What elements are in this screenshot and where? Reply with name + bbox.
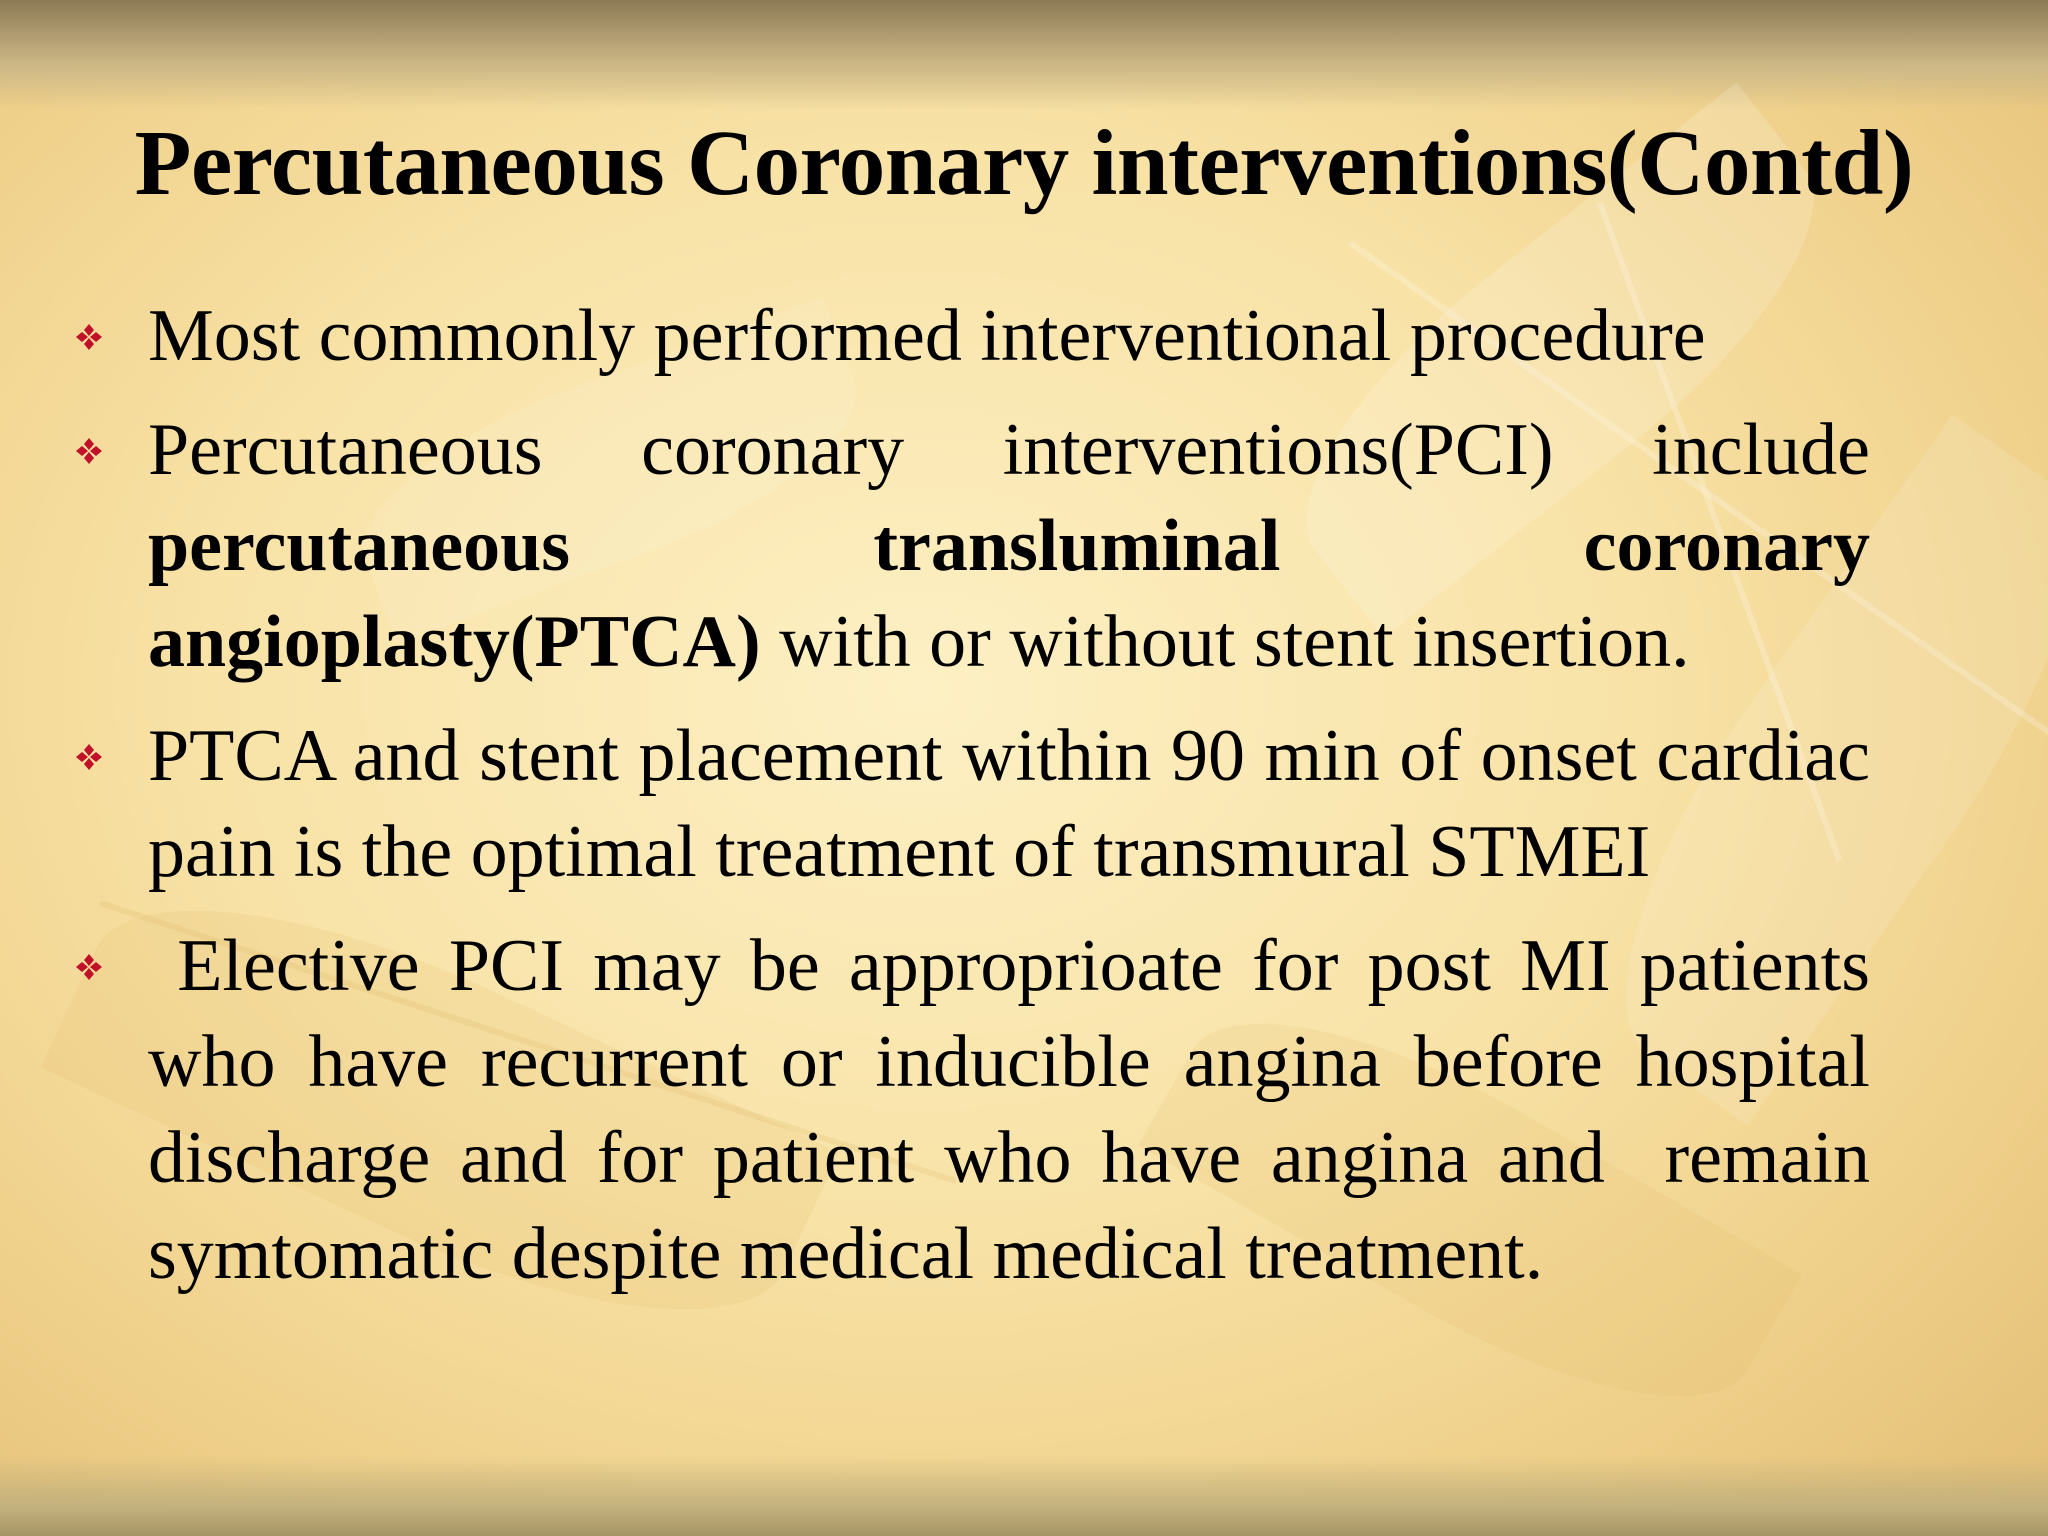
bullet-text-plain: Percutaneous coronary interventions(PCI) include: [148, 409, 1870, 491]
bullet-list: [70, 288, 1889, 1320]
bullet-text-bold: percutaneous transluminal coronary angioplasty(PTCA): [148, 505, 1870, 683]
bullet-item: [70, 288, 1870, 384]
bullet-text: Elective PCI may be approprioate for post MI patients who have recurrent or inducible angina before hospital discharge and for patient who have angina and remain symtomatic despite medical medical treatment.: [148, 925, 1889, 1295]
bullet-text: Most commonly performed interventional procedure: [148, 295, 1706, 377]
bullet-text-plain: with or without stent insertion.: [760, 601, 1690, 683]
bullet-text: PTCA and stent placement within 90 min of onset cardiac pain is the optimal treatment of transmural STMEI: [148, 715, 1870, 893]
four-diamond-bullet-icon: [74, 742, 104, 772]
bullet-item: [70, 918, 1889, 1302]
bullet-item: [70, 708, 1870, 900]
four-diamond-bullet-icon: [74, 436, 104, 466]
bullet-item: [70, 402, 1870, 690]
four-diamond-bullet-icon: [74, 952, 104, 982]
slide-title: Percutaneous Coronary interventions(Contd): [134, 112, 1914, 215]
bottom-band: [0, 1456, 2048, 1536]
four-diamond-bullet-icon: [74, 322, 104, 352]
bullet-text: [148, 409, 1870, 683]
